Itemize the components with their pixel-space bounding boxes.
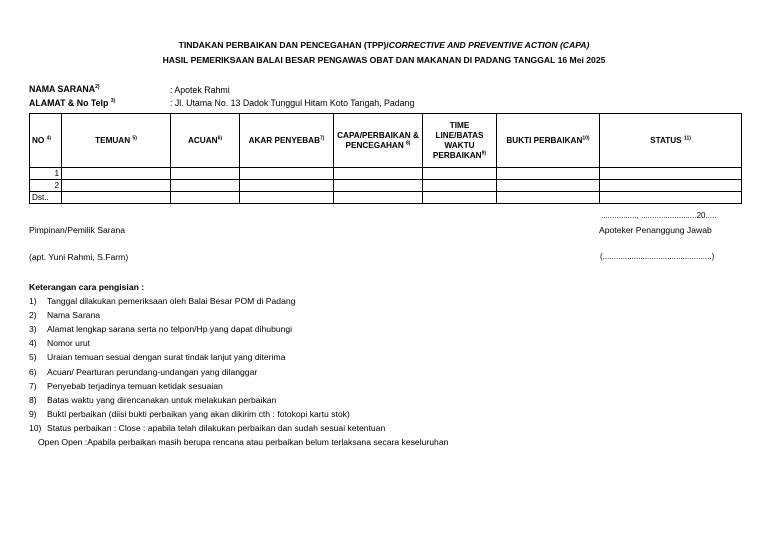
left-signatory-title: Pimpinan/Pemilik Sarana <box>29 225 126 235</box>
cell[interactable] <box>62 180 171 192</box>
cell[interactable] <box>62 168 171 180</box>
list-item: 9) Bukti perbaikan (diisi bukti perbaikan yang akan dikirim cth : fotokopi kartu stok) <box>29 408 350 419</box>
right-signatory-title: Apoteker Penanggung Jawab <box>599 225 712 235</box>
table-row <box>30 168 742 180</box>
instructions-heading: Keterangan cara pengisian : <box>29 282 145 292</box>
header-timeline: TIME LINE/BATAS WAKTU PERBAIKAN$^{9)}$ <box>423 114 497 168</box>
table-row <box>30 192 742 204</box>
list-item: 1) Tanggal dilakukan pemeriksaan oleh Balai Besar POM di Padang <box>29 296 296 307</box>
list-item: 3) Alamat lengkap sarana serta no telpon/Hp yang dapat dihubungi <box>29 324 293 335</box>
cell[interactable] <box>240 192 334 204</box>
document-title-line1: TINDAKAN PERBAIKAN DAN PENCEGAHAN (TPP)/CORRECTIVE AND PREVENTIVE ACTION (CAPA) <box>178 40 590 50</box>
cell[interactable] <box>423 168 497 180</box>
row-number: Dst.. <box>30 192 62 204</box>
cell[interactable] <box>240 180 334 192</box>
cell[interactable] <box>171 192 240 204</box>
document-title-line2: HASIL PEMERIKSAAN BALAI BESAR PENGAWAS OBAT DAN MAKANAN DI PADANG TANGGAL 16 Mei 2025 <box>162 55 606 65</box>
open-status-note: Open Open :Apabila perbaikan masih berupa rencana atau perbaikan belum terlaksana secara keseluruhan <box>38 437 449 448</box>
list-item: 6) Acuan/ Pearturan perundang-undangan yang dilanggar <box>29 366 258 377</box>
header-capa: CAPA/PERBAIKAN & PENCEGAHAN $^{8)}$ <box>334 114 423 168</box>
cell[interactable] <box>240 168 334 180</box>
header-bukti-perbaikan: BUKTI PERBAIKAN$^{10)}$ <box>497 114 600 168</box>
nama-sarana-label: NAMA SARANA$^{2)}$ <box>29 84 100 94</box>
alamat-label: ALAMAT & No Telp $^{3)}$ <box>29 98 116 108</box>
nama-sarana-value: : Apotek Rahmi <box>170 85 230 95</box>
cell[interactable] <box>600 192 742 204</box>
left-signatory-name: (apt. Yuni Rahmi, S.Farm) <box>29 252 129 262</box>
row-number: 1 <box>30 168 62 180</box>
table-header-row <box>30 114 742 168</box>
list-item: 5) Uraian temuan sesuai dengan surat tindak lanjut yang diterima <box>29 352 286 363</box>
cell[interactable] <box>600 180 742 192</box>
signature-date-line: ................, .........................20..... <box>601 211 717 220</box>
cell[interactable] <box>334 180 423 192</box>
table-row <box>30 180 742 192</box>
cell[interactable] <box>334 168 423 180</box>
row-number: 2 <box>30 180 62 192</box>
filling-instructions <box>29 280 448 449</box>
list-item: 7) Penyebab terjadinya temuan ketidak sesuaian <box>29 380 223 391</box>
alamat-value: : Jl. Utama No. 13 Dadok Tunggul Hitam Koto Tangah, Padang <box>170 98 415 108</box>
list-item: 2) Nama Sarana <box>29 310 101 321</box>
header-temuan: TEMUAN $^{5)}$ <box>62 114 171 168</box>
cell[interactable] <box>334 192 423 204</box>
list-item: 8) Batas waktu yang direncanakan untuk melakukan perbaikan <box>29 394 277 405</box>
header-status: STATUS $^{11)}$ <box>600 114 742 168</box>
cell[interactable] <box>171 180 240 192</box>
capa-table <box>29 113 742 204</box>
header-no: NO $^{4)}$ <box>30 114 62 168</box>
cell[interactable] <box>497 168 600 180</box>
cell[interactable] <box>423 180 497 192</box>
cell[interactable] <box>171 168 240 180</box>
list-item: 4) Nomor urut <box>29 338 90 349</box>
header-acuan: ACUAN$^{6)}$ <box>171 114 240 168</box>
list-item: 10) Status perbaikan : Close : apabila telah dilakukan perbaikan dan sudah sesuai ketentuan <box>29 422 386 433</box>
cell[interactable] <box>497 192 600 204</box>
header-akar-penyebab: AKAR PENYEBAB$^{7)}$ <box>240 114 334 168</box>
cell[interactable] <box>62 192 171 204</box>
right-signatory-name: (.................................................) <box>600 252 715 261</box>
cell[interactable] <box>497 180 600 192</box>
cell[interactable] <box>423 192 497 204</box>
cell[interactable] <box>600 168 742 180</box>
